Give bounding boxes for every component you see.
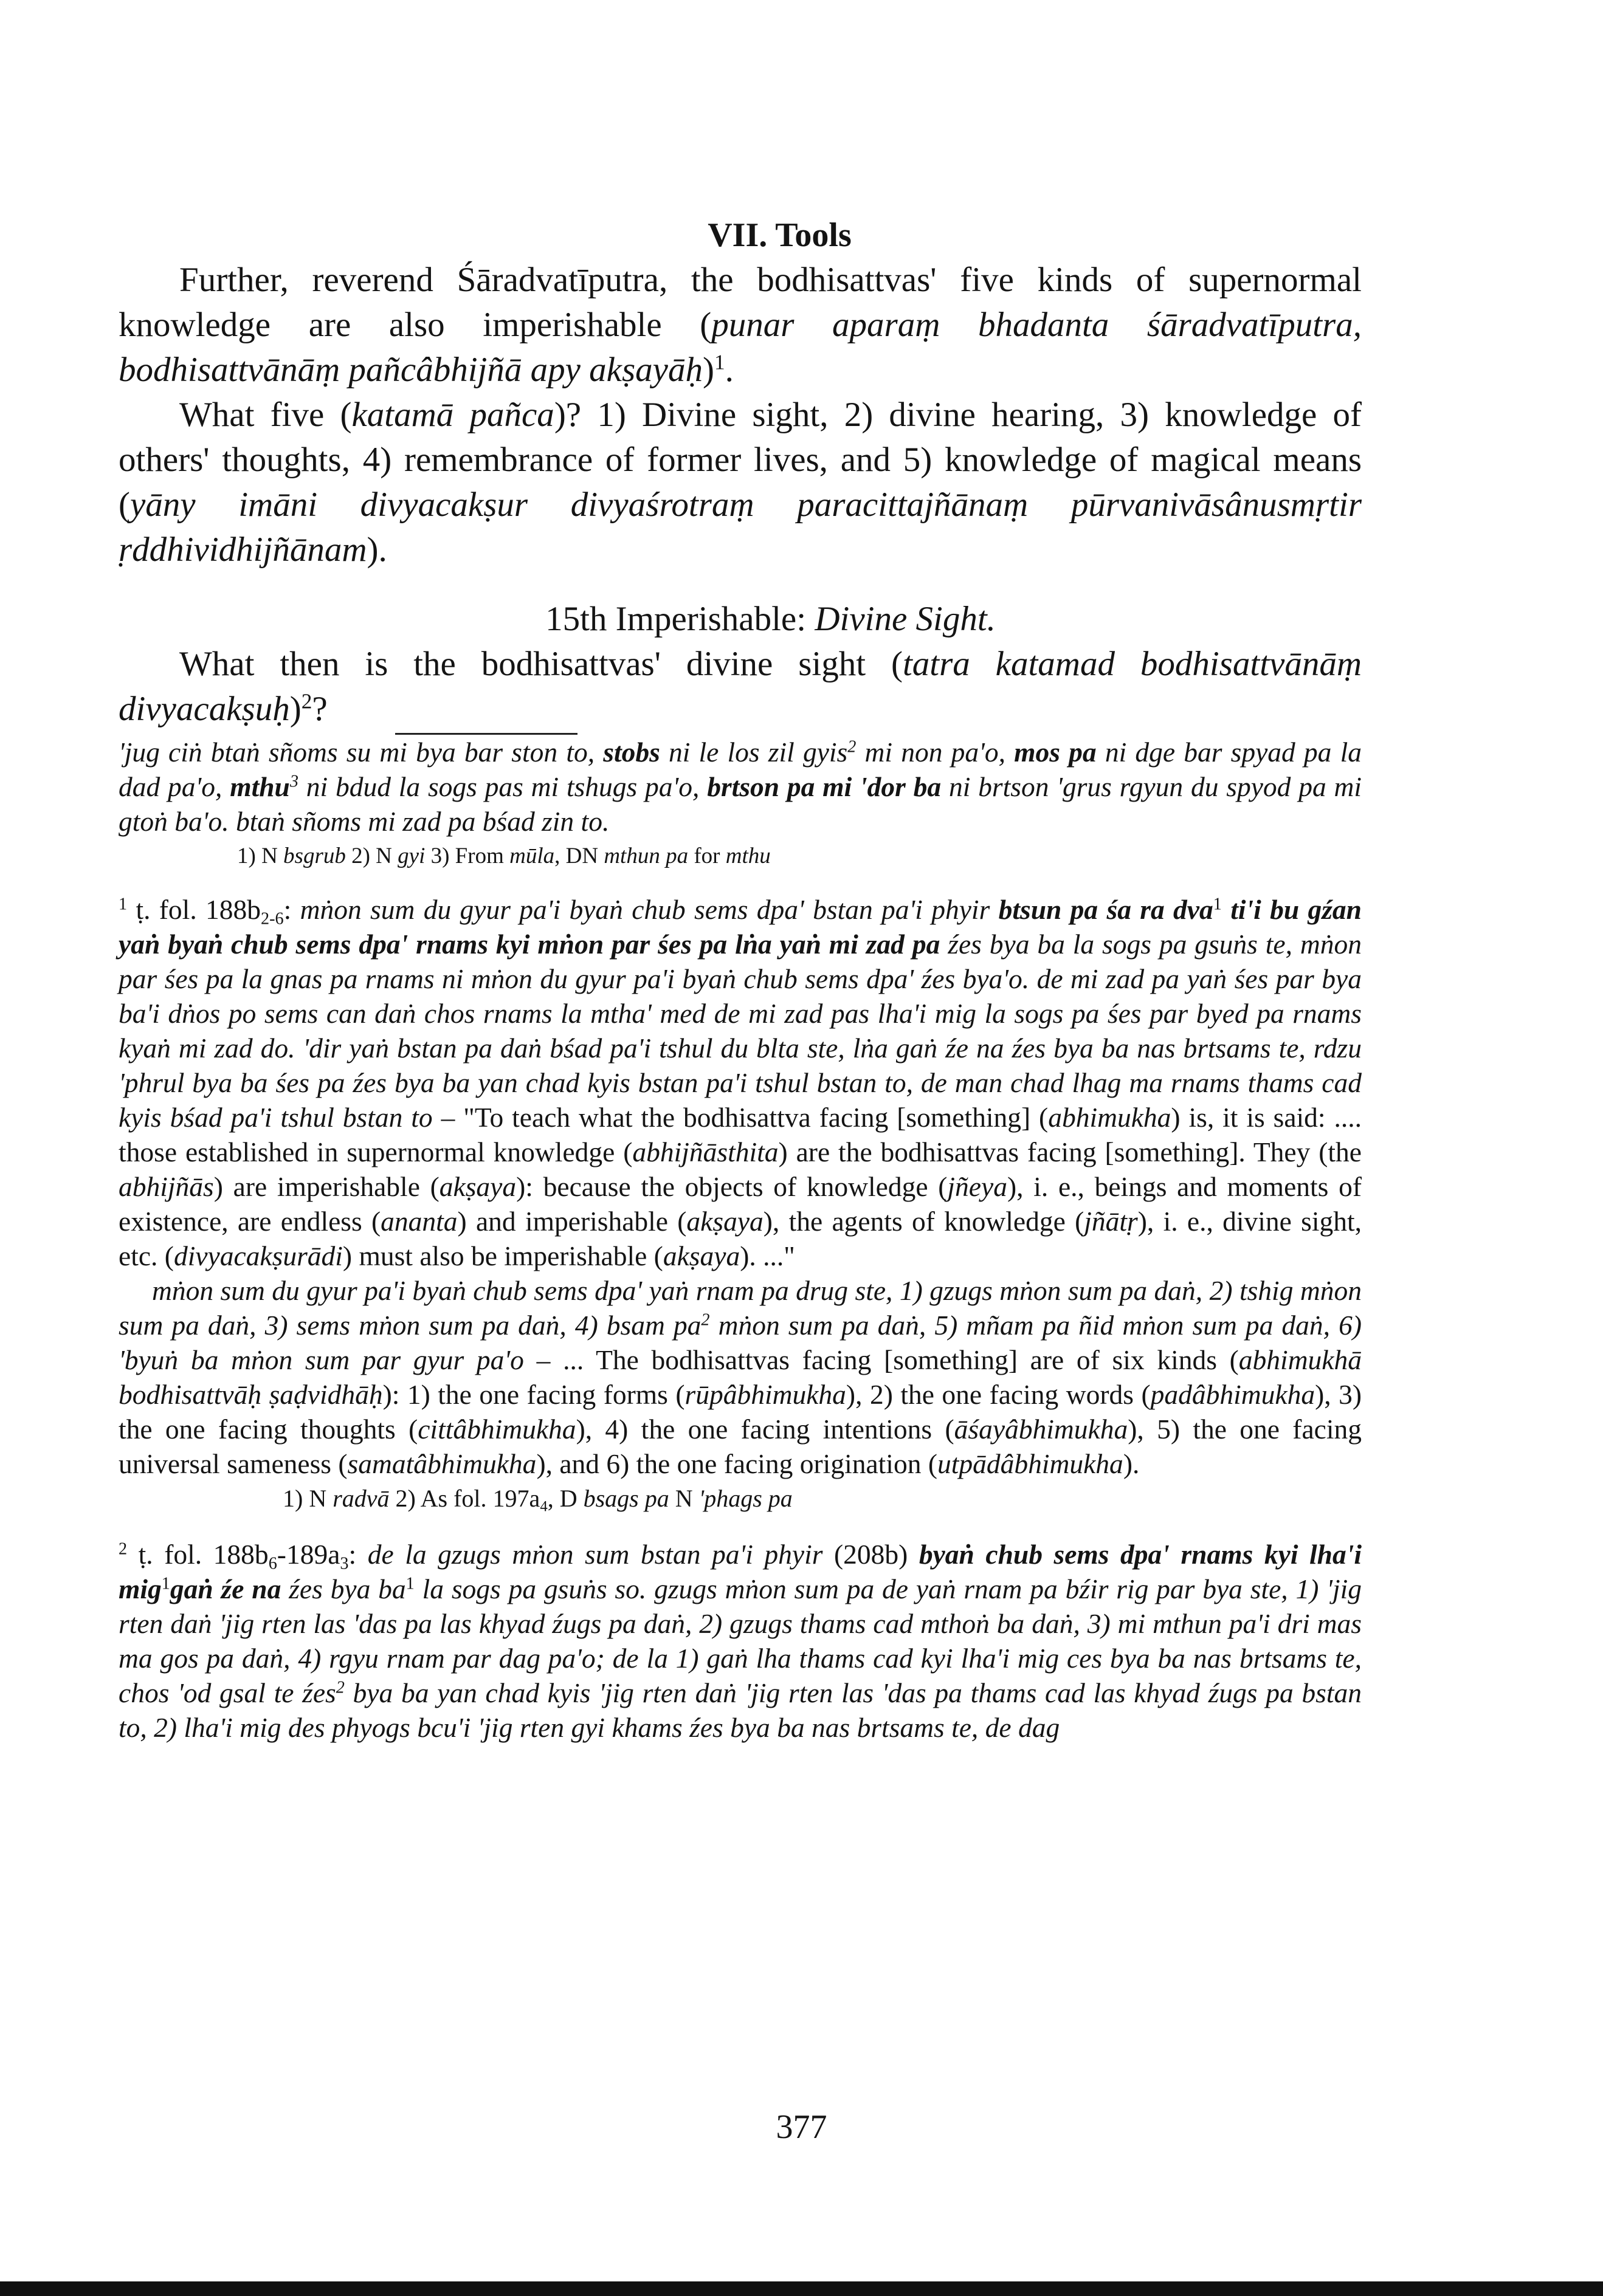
- tibetan-continuation: 'jug ciṅ btaṅ sñoms su mi bya bar ston to, stobs ni le los zil gyis$^2$ mi non pa'o, mos pa ni dge bar spyad pa la dad pa'o, mthu$^3$ ni bdud la sogs pas mi tshugs pa'o, brtson pa mi 'dor ba ni brtson 'grus rgyun du spyod pa mi gtoṅ ba'o. btaṅ sñoms mi zad pa bśad zin to.: [119, 737, 1362, 837]
- paragraph-divine-sight: What then is the bodhisattvas' divine sight (tatra katamad bodhisattvānāṃ divyacakṣuḥ)$^2$?: [119, 645, 1362, 728]
- page-number: 377: [776, 2108, 827, 2146]
- section-title: VII. Tools: [708, 216, 852, 254]
- intro-paragraph-1: Further, reverend Śāradvatīputra, the bodhisattvas' five kinds of supernormal knowledge are also imperishable (punar aparaṃ bhadanta śāradvatīputra, bodhisattvānāṃ pañcâbhijñā apy akṣayāḥ)$^1$.: [119, 261, 1362, 389]
- scan-edge: [0, 2281, 1603, 2296]
- footnote-ref: 1: [714, 350, 725, 374]
- footnote-1: $^1$ ṭ. fol. $188b_{2-6}$: mṅon sum du gyur pa'i byaṅ chub sems dpa' bstan pa'i phyir btsun pa śa ra dva$^1$ ti'i bu gźan yaṅ byaṅ chub sems dpa' rnams kyi mṅon par śes pa lṅa yaṅ mi zad pa źes bya ba la sogs pa gsuṅs te, mṅon par śes pa la gnas pa rnams ni mṅon du gyur pa'i byaṅ chub sems dpa' źes bya'o. de mi zad pa yaṅ śes par bya ba'i dṅos po sems can daṅ chos rnams la mtha' med de mi zad pas lha'i mig la sogs pa śes par byed pa rnams kyaṅ mi zad do. 'dir yaṅ bstan pa daṅ bśad pa'i tshul du blta ste, lṅa gaṅ źe na źes bya ba nas brtsams te, rdzu 'phrul bya ba śes pa źes bya ba yan chad kyis bstan pa'i tshul bstan to, de man chad lhag ma rnams thams cad kyis bśad pa'i tshul bstan to – "To teach what the bodhisattva facing [something] (abhimukha) is, it is said: .... those established in supernormal knowledge (abhijñāsthita) are the bodhisattvas facing [something]. They (the abhijñās) are imperishable (akṣaya): because the objects of knowledge (jñeya), i. e., beings and moments of existence, are endless (ananta) and imperishable (akṣaya), the agents of knowledge (jñātṛ), i. e., divine sight, etc. (divyacakṣurādi) must also be imperishable (akṣaya). ...": [119, 894, 1362, 1271]
- footnote-number: 2: [119, 1539, 128, 1559]
- critical-apparatus-2: 1) N radvā 2) As fol. $197a_4$, D bsags pa N 'phags pa: [283, 1485, 793, 1515]
- footnote-ref: 2: [301, 689, 312, 713]
- critical-apparatus-1: 1) N bsgrub 2) N gyi 3) From mūla, DN mthun pa for mthu: [237, 844, 771, 868]
- intro-paragraph-2: What five (katamā pañca)? 1) Divine sight, 2) divine hearing, 3) knowledge of others' thoughts, 4) remembrance of former lives, and 5) knowledge of magical means (yāny imāni divyacakṣur divyaśrotraṃ paracittajñānaṃ pūrvanivāsânusmṛtir ṛddhividhijñānam).: [119, 396, 1362, 569]
- footnote-1-continued: mṅon sum du gyur pa'i byaṅ chub sems dpa' yaṅ rnam pa drug ste, 1) gzugs mṅon sum pa daṅ, 2) tshig mṅon sum pa daṅ, 3) sems mṅon sum pa daṅ, 4) bsam $pa^2$ mṅon sum pa daṅ, 5) mñam pa ñid mṅon sum pa daṅ, 6) 'byuṅ ba mṅon sum par gyur pa'o – ... The bodhisattvas facing [something] are of six kinds (abhimukhā bodhisattvāḥ ṣaḍvidhāḥ): 1) the one facing forms (rūpâbhimukha), 2) the one facing words (padâbhimukha), 3) the one facing thoughts (cittâbhimukha), 4) the one facing intentions (āśayâbhimukha), 5) the one facing universal sameness (samatâbhimukha), and 6) the one facing origination (utpādâbhimukha).: [119, 1275, 1362, 1479]
- subheading: 15th Imperishable: Divine Sight.: [545, 600, 996, 638]
- footnote-number: 1: [119, 895, 128, 914]
- page-body: [119, 213, 1362, 1745]
- footnote-2: $^2$ ṭ. fol. $188b_6-189a_3$: de la gzugs mṅon sum bstan pa'i phyir (208b) byaṅ chub sems dpa' rnams kyi lha'i mig$^1$gaṅ źe na źes bya $ba^1$ la sogs pa gsuṅs so. gzugs mṅon sum pa de yaṅ rnam pa bźir rig par bya ste, 1) 'jig rten daṅ 'jig rten las 'das pa las khyad źugs pa daṅ, 2) gzugs thams cad mthoṅ ba daṅ, 3) mi mthun pa'i dri mas ma gos pa daṅ, 4) rgyu rnam par dag pa'o; de la 1) gaṅ lha thams cad kyi lha'i mig ces bya ba nas brtsams te, chos 'od gsal te źes$^2$ bya ba yan chad kyis 'jig rten daṅ 'jig rten las 'das pa thams cad las khyad źugs pa bstan to, 2) lha'i mig des phyogs bcu'i 'jig rten gyi khams źes bya ba nas brtsams te, de dag: [119, 1539, 1362, 1743]
